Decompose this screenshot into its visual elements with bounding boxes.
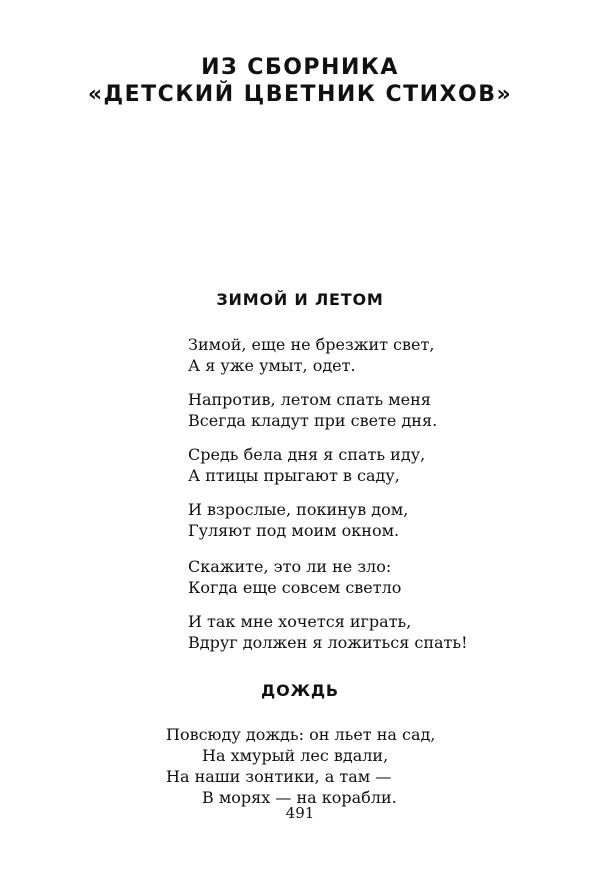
stanza-6: [188, 611, 468, 653]
stanza-5: [188, 556, 401, 598]
verse-line: Скажите, это ли не зло:: [188, 557, 392, 576]
stanza-3: [188, 444, 425, 486]
verse-line: Вдруг должен я ложиться спать!: [188, 633, 468, 652]
verse-line: А птицы прыгают в саду,: [188, 466, 400, 485]
collection-heading-line-2: «ДЕТСКИЙ ЦВЕТНИК СТИХОВ»: [87, 82, 513, 107]
verse-line: Повсюду дождь: он льет на сад,: [166, 725, 436, 744]
poem-title-winter-summer: ЗИМОЙ И ЛЕТОМ: [216, 290, 384, 309]
verse-line: И взрослые, покинув дом,: [188, 500, 409, 519]
verse-line: Всегда кладут при свете дня.: [188, 411, 438, 430]
verse-line: Гуляют под моим окном.: [188, 521, 400, 540]
verse-line: А я уже умыт, одет.: [188, 356, 356, 375]
stanza-2: [188, 389, 437, 431]
verse-line: Когда еще совсем светло: [188, 578, 402, 597]
verse-line: Средь бела дня я спать иду,: [188, 445, 426, 464]
stanza-rain: [166, 724, 435, 808]
page-number: 491: [285, 804, 315, 822]
verse-line: Напротив, летом спать меня: [188, 390, 431, 409]
poem-title-rain: ДОЖДЬ: [261, 681, 339, 700]
verse-line: На хмурый лес вдали,: [202, 746, 389, 765]
stanza-1: [188, 334, 434, 376]
verse-line: На наши зонтики, а там —: [166, 767, 392, 786]
collection-heading-line-1: ИЗ СБОРНИКА: [201, 55, 399, 80]
stanza-4: [188, 499, 408, 541]
verse-line: В морях — на корабли.: [202, 788, 397, 807]
verse-line: И так мне хочется играть,: [188, 612, 412, 631]
verse-line: Зимой, еще не брезжит свет,: [188, 335, 435, 354]
